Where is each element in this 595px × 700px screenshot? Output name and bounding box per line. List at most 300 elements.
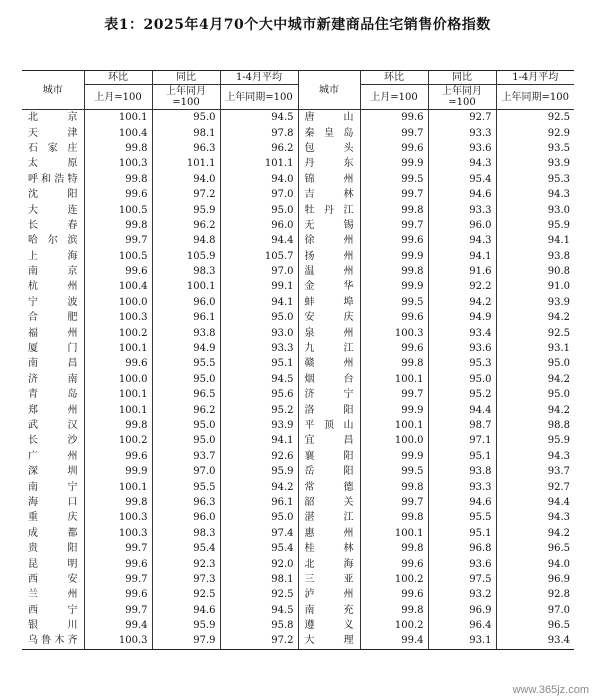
right-yoy-cell: 94.3 bbox=[428, 233, 496, 248]
left-mom-cell: 100.3 bbox=[84, 310, 152, 325]
left-ytd-cell: 101.1 bbox=[220, 156, 298, 171]
table-row bbox=[22, 372, 574, 387]
left-yoy-cell: 95.4 bbox=[152, 541, 220, 556]
right-ytd-cell: 93.0 bbox=[496, 202, 574, 217]
right-yoy-cell: 93.8 bbox=[428, 464, 496, 479]
left-mom-cell: 99.7 bbox=[84, 572, 152, 587]
left-ytd-cell: 95.6 bbox=[220, 387, 298, 402]
left-yoy-cell: 94.0 bbox=[152, 172, 220, 187]
right-ytd-cell: 94.2 bbox=[496, 526, 574, 541]
left-mom-cell: 100.0 bbox=[84, 372, 152, 387]
table-row bbox=[22, 156, 574, 171]
header-ytd-base-right: 上年同期=100 bbox=[496, 85, 574, 110]
left-yoy-cell: 94.9 bbox=[152, 341, 220, 356]
left-city-cell: 重庆 bbox=[28, 512, 78, 524]
right-yoy-cell: 94.4 bbox=[428, 402, 496, 417]
right-ytd-cell: 94.3 bbox=[496, 449, 574, 464]
left-yoy-cell: 95.5 bbox=[152, 356, 220, 371]
left-city-cell: 南京 bbox=[28, 266, 78, 278]
left-mom-cell: 99.8 bbox=[84, 141, 152, 156]
right-mom-cell: 100.1 bbox=[360, 418, 428, 433]
table-row bbox=[22, 603, 574, 618]
right-city-cell: 金华 bbox=[298, 279, 360, 294]
right-mom-cell: 100.2 bbox=[360, 572, 428, 587]
right-yoy-cell: 98.7 bbox=[428, 418, 496, 433]
right-yoy-cell: 93.6 bbox=[428, 341, 496, 356]
left-ytd-cell: 93.9 bbox=[220, 418, 298, 433]
left-city-cell: 西安 bbox=[28, 573, 78, 585]
left-yoy-cell: 98.3 bbox=[152, 526, 220, 541]
right-yoy-cell: 95.2 bbox=[428, 387, 496, 402]
right-ytd-cell: 94.2 bbox=[496, 310, 574, 325]
left-city-cell: 北京 bbox=[28, 112, 78, 124]
left-mom-cell: 100.1 bbox=[84, 387, 152, 402]
table-row bbox=[22, 618, 574, 633]
left-yoy-cell: 96.3 bbox=[152, 495, 220, 510]
right-yoy-cell: 95.1 bbox=[428, 526, 496, 541]
left-mom-cell: 99.6 bbox=[84, 556, 152, 571]
left-city-cell: 海口 bbox=[28, 496, 78, 508]
left-mom-cell: 100.3 bbox=[84, 526, 152, 541]
right-ytd-cell: 92.9 bbox=[496, 125, 574, 140]
right-mom-cell: 100.2 bbox=[360, 618, 428, 633]
right-ytd-cell: 93.9 bbox=[496, 295, 574, 310]
right-mom-cell: 99.9 bbox=[360, 156, 428, 171]
right-yoy-cell: 91.6 bbox=[428, 264, 496, 279]
right-mom-cell: 99.9 bbox=[360, 449, 428, 464]
left-yoy-cell: 92.3 bbox=[152, 556, 220, 571]
right-mom-cell: 99.8 bbox=[360, 202, 428, 217]
table-row bbox=[22, 402, 574, 417]
right-ytd-cell: 96.5 bbox=[496, 618, 574, 633]
left-mom-cell: 100.5 bbox=[84, 202, 152, 217]
header-ytd-base-left: 上年同期=100 bbox=[220, 85, 298, 110]
right-mom-cell: 99.6 bbox=[360, 587, 428, 602]
left-ytd-cell: 93.0 bbox=[220, 325, 298, 340]
right-mom-cell: 99.6 bbox=[360, 233, 428, 248]
left-mom-cell: 99.7 bbox=[84, 233, 152, 248]
left-city-cell: 杭州 bbox=[28, 281, 78, 293]
left-mom-cell: 100.2 bbox=[84, 433, 152, 448]
left-city-cell: 哈尔滨 bbox=[28, 235, 78, 247]
left-city-cell: 石家庄 bbox=[28, 142, 78, 154]
right-ytd-cell: 94.3 bbox=[496, 510, 574, 525]
table-row bbox=[22, 233, 574, 248]
right-yoy-cell: 93.2 bbox=[428, 587, 496, 602]
left-yoy-cell: 95.0 bbox=[152, 110, 220, 126]
left-city-cell: 大连 bbox=[28, 204, 78, 216]
right-mom-cell: 99.7 bbox=[360, 495, 428, 510]
header-mom-left: 环比 bbox=[84, 71, 152, 85]
left-yoy-cell: 96.2 bbox=[152, 402, 220, 417]
table-row bbox=[22, 279, 574, 294]
left-yoy-cell: 95.9 bbox=[152, 202, 220, 217]
left-yoy-cell: 95.0 bbox=[152, 372, 220, 387]
table-row bbox=[22, 264, 574, 279]
left-mom-cell: 100.3 bbox=[84, 156, 152, 171]
header-city-right: 城市 bbox=[298, 71, 360, 110]
right-yoy-cell: 94.6 bbox=[428, 495, 496, 510]
table-row bbox=[22, 356, 574, 371]
right-ytd-cell: 93.4 bbox=[496, 633, 574, 649]
right-city-cell: 吉林 bbox=[298, 187, 360, 202]
right-ytd-cell: 92.5 bbox=[496, 325, 574, 340]
left-mom-cell: 99.8 bbox=[84, 418, 152, 433]
left-mom-cell: 99.7 bbox=[84, 541, 152, 556]
header-mom-right: 环比 bbox=[360, 71, 428, 85]
left-ytd-cell: 97.0 bbox=[220, 264, 298, 279]
right-mom-cell: 99.6 bbox=[360, 310, 428, 325]
left-ytd-cell: 93.3 bbox=[220, 341, 298, 356]
right-mom-cell: 99.6 bbox=[360, 556, 428, 571]
left-city-cell: 广州 bbox=[28, 450, 78, 462]
left-ytd-cell: 94.0 bbox=[220, 172, 298, 187]
left-ytd-cell: 94.1 bbox=[220, 433, 298, 448]
left-ytd-cell: 99.1 bbox=[220, 279, 298, 294]
left-mom-cell: 99.8 bbox=[84, 218, 152, 233]
left-yoy-cell: 97.2 bbox=[152, 187, 220, 202]
left-mom-cell: 100.4 bbox=[84, 279, 152, 294]
right-yoy-cell: 96.0 bbox=[428, 218, 496, 233]
right-city-cell: 惠州 bbox=[298, 526, 360, 541]
left-mom-cell: 99.6 bbox=[84, 587, 152, 602]
left-yoy-cell: 95.0 bbox=[152, 433, 220, 448]
left-city-cell: 长春 bbox=[28, 219, 78, 231]
price-index-table bbox=[22, 70, 574, 650]
right-ytd-cell: 94.2 bbox=[496, 372, 574, 387]
right-city-cell: 韶关 bbox=[298, 495, 360, 510]
left-ytd-cell: 96.1 bbox=[220, 495, 298, 510]
table-row bbox=[22, 541, 574, 556]
right-mom-cell: 99.7 bbox=[360, 187, 428, 202]
left-yoy-cell: 105.9 bbox=[152, 249, 220, 264]
right-ytd-cell: 92.5 bbox=[496, 110, 574, 126]
right-yoy-cell: 93.6 bbox=[428, 141, 496, 156]
right-city-cell: 扬州 bbox=[298, 249, 360, 264]
left-ytd-cell: 92.0 bbox=[220, 556, 298, 571]
right-mom-cell: 99.9 bbox=[360, 279, 428, 294]
left-yoy-cell: 96.0 bbox=[152, 295, 220, 310]
right-mom-cell: 99.6 bbox=[360, 110, 428, 126]
table-row bbox=[22, 449, 574, 464]
left-yoy-cell: 93.8 bbox=[152, 325, 220, 340]
left-yoy-cell: 96.2 bbox=[152, 218, 220, 233]
left-mom-cell: 99.6 bbox=[84, 449, 152, 464]
right-city-cell: 烟台 bbox=[298, 372, 360, 387]
right-ytd-cell: 94.4 bbox=[496, 495, 574, 510]
right-city-cell: 南充 bbox=[298, 603, 360, 618]
header-yoy-base-left: 上年同月=100 bbox=[152, 85, 220, 110]
right-city-cell: 襄阳 bbox=[298, 449, 360, 464]
right-mom-cell: 100.1 bbox=[360, 372, 428, 387]
left-mom-cell: 99.6 bbox=[84, 356, 152, 371]
left-city-cell: 天津 bbox=[28, 127, 78, 139]
table-row bbox=[22, 387, 574, 402]
right-ytd-cell: 91.0 bbox=[496, 279, 574, 294]
table-row bbox=[22, 556, 574, 571]
right-mom-cell: 100.3 bbox=[360, 325, 428, 340]
left-ytd-cell: 92.5 bbox=[220, 587, 298, 602]
left-ytd-cell: 95.2 bbox=[220, 402, 298, 417]
right-city-cell: 宜昌 bbox=[298, 433, 360, 448]
left-mom-cell: 100.5 bbox=[84, 249, 152, 264]
left-mom-cell: 100.1 bbox=[84, 341, 152, 356]
header-mom-base-right: 上月=100 bbox=[360, 85, 428, 110]
right-yoy-cell: 92.2 bbox=[428, 279, 496, 294]
left-ytd-cell: 95.0 bbox=[220, 510, 298, 525]
right-yoy-cell: 96.9 bbox=[428, 603, 496, 618]
right-mom-cell: 99.7 bbox=[360, 387, 428, 402]
right-mom-cell: 100.1 bbox=[360, 526, 428, 541]
right-city-cell: 九江 bbox=[298, 341, 360, 356]
left-yoy-cell: 97.3 bbox=[152, 572, 220, 587]
right-city-cell: 泸州 bbox=[298, 587, 360, 602]
left-mom-cell: 99.7 bbox=[84, 603, 152, 618]
left-city-cell: 厦门 bbox=[28, 343, 78, 355]
right-yoy-cell: 93.1 bbox=[428, 633, 496, 649]
right-city-cell: 湛江 bbox=[298, 510, 360, 525]
right-mom-cell: 99.8 bbox=[360, 510, 428, 525]
header-yoy-left: 同比 bbox=[152, 71, 220, 85]
right-mom-cell: 99.6 bbox=[360, 341, 428, 356]
left-city-cell: 沈阳 bbox=[28, 189, 78, 201]
table-row bbox=[22, 572, 574, 587]
right-yoy-cell: 93.3 bbox=[428, 479, 496, 494]
right-yoy-cell: 96.4 bbox=[428, 618, 496, 633]
left-city-cell: 西宁 bbox=[28, 604, 78, 616]
right-ytd-cell: 98.8 bbox=[496, 418, 574, 433]
header-city-left: 城市 bbox=[22, 71, 84, 110]
left-yoy-cell: 95.5 bbox=[152, 479, 220, 494]
left-city-cell: 昆明 bbox=[28, 558, 78, 570]
left-yoy-cell: 101.1 bbox=[152, 156, 220, 171]
right-city-cell: 岳阳 bbox=[298, 464, 360, 479]
table-row bbox=[22, 479, 574, 494]
left-city-cell: 银川 bbox=[28, 620, 78, 632]
right-mom-cell: 99.5 bbox=[360, 464, 428, 479]
right-mom-cell: 99.7 bbox=[360, 125, 428, 140]
left-ytd-cell: 94.1 bbox=[220, 295, 298, 310]
left-city-cell: 长沙 bbox=[28, 435, 78, 447]
left-city-cell: 上海 bbox=[28, 250, 78, 262]
right-city-cell: 遵义 bbox=[298, 618, 360, 633]
right-city-cell: 济宁 bbox=[298, 387, 360, 402]
left-yoy-cell: 92.5 bbox=[152, 587, 220, 602]
left-yoy-cell: 100.1 bbox=[152, 279, 220, 294]
right-city-cell: 三亚 bbox=[298, 572, 360, 587]
right-ytd-cell: 95.9 bbox=[496, 433, 574, 448]
left-ytd-cell: 92.6 bbox=[220, 449, 298, 464]
left-yoy-cell: 95.9 bbox=[152, 618, 220, 633]
right-yoy-cell: 93.6 bbox=[428, 556, 496, 571]
table-row bbox=[22, 187, 574, 202]
table-row bbox=[22, 125, 574, 140]
left-ytd-cell: 94.5 bbox=[220, 372, 298, 387]
right-mom-cell: 99.5 bbox=[360, 295, 428, 310]
watermark: www.365jz.com bbox=[512, 684, 589, 696]
left-ytd-cell: 95.4 bbox=[220, 541, 298, 556]
right-mom-cell: 99.8 bbox=[360, 356, 428, 371]
right-mom-cell: 99.6 bbox=[360, 141, 428, 156]
left-yoy-cell: 98.3 bbox=[152, 264, 220, 279]
table-row bbox=[22, 310, 574, 325]
right-mom-cell: 99.8 bbox=[360, 603, 428, 618]
table-row bbox=[22, 587, 574, 602]
left-yoy-cell: 98.1 bbox=[152, 125, 220, 140]
left-yoy-cell: 96.1 bbox=[152, 310, 220, 325]
table-row bbox=[22, 526, 574, 541]
right-city-cell: 泉州 bbox=[298, 325, 360, 340]
left-ytd-cell: 97.0 bbox=[220, 187, 298, 202]
left-city-cell: 贵阳 bbox=[28, 543, 78, 555]
left-mom-cell: 99.8 bbox=[84, 495, 152, 510]
table-row bbox=[22, 495, 574, 510]
left-ytd-cell: 97.4 bbox=[220, 526, 298, 541]
page-title: 表1：2025年4月70个大中城市新建商品住宅销售价格指数 bbox=[104, 17, 491, 33]
left-mom-cell: 100.2 bbox=[84, 325, 152, 340]
left-mom-cell: 99.4 bbox=[84, 618, 152, 633]
right-ytd-cell: 90.8 bbox=[496, 264, 574, 279]
right-city-cell: 蚌埠 bbox=[298, 295, 360, 310]
right-yoy-cell: 95.4 bbox=[428, 172, 496, 187]
left-ytd-cell: 96.0 bbox=[220, 218, 298, 233]
left-city-cell: 南宁 bbox=[28, 481, 78, 493]
right-yoy-cell: 92.7 bbox=[428, 110, 496, 126]
right-ytd-cell: 97.0 bbox=[496, 603, 574, 618]
right-ytd-cell: 93.1 bbox=[496, 341, 574, 356]
left-ytd-cell: 94.2 bbox=[220, 479, 298, 494]
left-mom-cell: 100.1 bbox=[84, 110, 152, 126]
left-ytd-cell: 95.9 bbox=[220, 464, 298, 479]
right-city-cell: 锦州 bbox=[298, 172, 360, 187]
left-yoy-cell: 93.7 bbox=[152, 449, 220, 464]
table-row bbox=[22, 464, 574, 479]
header-yoy-base-right: 上年同月=100 bbox=[428, 85, 496, 110]
right-ytd-cell: 95.0 bbox=[496, 387, 574, 402]
right-ytd-cell: 94.1 bbox=[496, 233, 574, 248]
left-yoy-cell: 96.3 bbox=[152, 141, 220, 156]
right-ytd-cell: 92.8 bbox=[496, 587, 574, 602]
left-city-cell: 郑州 bbox=[28, 404, 78, 416]
table-row bbox=[22, 418, 574, 433]
right-mom-cell: 99.7 bbox=[360, 218, 428, 233]
right-city-cell: 无锡 bbox=[298, 218, 360, 233]
left-mom-cell: 99.6 bbox=[84, 264, 152, 279]
right-mom-cell: 99.9 bbox=[360, 249, 428, 264]
table-row bbox=[22, 295, 574, 310]
left-city-cell: 合肥 bbox=[28, 312, 78, 324]
header-mom-base-left: 上月=100 bbox=[84, 85, 152, 110]
left-mom-cell: 100.4 bbox=[84, 125, 152, 140]
right-mom-cell: 99.8 bbox=[360, 541, 428, 556]
left-mom-cell: 99.8 bbox=[84, 172, 152, 187]
left-city-cell: 乌鲁木齐 bbox=[22, 633, 84, 649]
left-ytd-cell: 94.5 bbox=[220, 110, 298, 126]
left-city-cell: 济南 bbox=[28, 373, 78, 385]
right-city-cell: 平顶山 bbox=[298, 418, 360, 433]
left-ytd-cell: 95.0 bbox=[220, 310, 298, 325]
left-mom-cell: 100.1 bbox=[84, 402, 152, 417]
right-ytd-cell: 93.7 bbox=[496, 464, 574, 479]
right-mom-cell: 99.5 bbox=[360, 172, 428, 187]
table-row bbox=[22, 249, 574, 264]
table-body bbox=[22, 110, 574, 650]
right-city-cell: 徐州 bbox=[298, 233, 360, 248]
left-city-cell: 成都 bbox=[28, 527, 78, 539]
right-city-cell: 桂林 bbox=[298, 541, 360, 556]
left-yoy-cell: 97.0 bbox=[152, 464, 220, 479]
table-row bbox=[22, 218, 574, 233]
header-ytd-right: 1-4月平均 bbox=[496, 71, 574, 85]
right-yoy-cell: 97.1 bbox=[428, 433, 496, 448]
left-city-cell: 呼和浩特 bbox=[28, 173, 78, 185]
left-city-cell: 兰州 bbox=[28, 589, 78, 601]
table-row bbox=[22, 141, 574, 156]
right-ytd-cell: 94.0 bbox=[496, 556, 574, 571]
table-row bbox=[22, 110, 574, 126]
right-city-cell: 包头 bbox=[298, 141, 360, 156]
left-city-cell: 福州 bbox=[28, 327, 78, 339]
table-row bbox=[22, 633, 574, 649]
left-city-cell: 深圳 bbox=[28, 466, 78, 478]
right-city-cell: 洛阳 bbox=[298, 402, 360, 417]
right-yoy-cell: 96.8 bbox=[428, 541, 496, 556]
table-header bbox=[22, 71, 574, 110]
table-row bbox=[22, 325, 574, 340]
left-city-cell: 武汉 bbox=[28, 420, 78, 431]
left-ytd-cell: 94.4 bbox=[220, 233, 298, 248]
left-ytd-cell: 97.2 bbox=[220, 633, 298, 649]
table-row bbox=[22, 341, 574, 356]
left-ytd-cell: 94.5 bbox=[220, 603, 298, 618]
right-ytd-cell: 95.9 bbox=[496, 218, 574, 233]
left-ytd-cell: 98.1 bbox=[220, 572, 298, 587]
left-ytd-cell: 96.2 bbox=[220, 141, 298, 156]
right-ytd-cell: 92.7 bbox=[496, 479, 574, 494]
left-mom-cell: 100.3 bbox=[84, 510, 152, 525]
right-mom-cell: 99.4 bbox=[360, 633, 428, 649]
left-ytd-cell: 95.1 bbox=[220, 356, 298, 371]
right-mom-cell: 99.8 bbox=[360, 479, 428, 494]
left-city-cell: 太原 bbox=[28, 158, 78, 170]
right-city-cell: 常德 bbox=[298, 479, 360, 494]
right-yoy-cell: 93.4 bbox=[428, 325, 496, 340]
table-row bbox=[22, 172, 574, 187]
left-yoy-cell: 97.9 bbox=[152, 633, 220, 649]
left-ytd-cell: 95.0 bbox=[220, 202, 298, 217]
right-yoy-cell: 93.3 bbox=[428, 202, 496, 217]
right-yoy-cell: 94.3 bbox=[428, 156, 496, 171]
right-ytd-cell: 95.0 bbox=[496, 356, 574, 371]
right-city-cell: 唐山 bbox=[298, 110, 360, 126]
left-ytd-cell: 105.7 bbox=[220, 249, 298, 264]
left-yoy-cell: 95.0 bbox=[152, 418, 220, 433]
right-ytd-cell: 93.5 bbox=[496, 141, 574, 156]
right-ytd-cell: 93.8 bbox=[496, 249, 574, 264]
left-yoy-cell: 96.0 bbox=[152, 510, 220, 525]
right-yoy-cell: 95.0 bbox=[428, 372, 496, 387]
right-ytd-cell: 96.5 bbox=[496, 541, 574, 556]
left-mom-cell: 100.3 bbox=[84, 633, 152, 649]
left-mom-cell: 100.0 bbox=[84, 295, 152, 310]
left-city-cell: 宁波 bbox=[28, 296, 78, 308]
header-ytd-left: 1-4月平均 bbox=[220, 71, 298, 85]
right-mom-cell: 100.0 bbox=[360, 433, 428, 448]
left-city-cell: 青岛 bbox=[28, 389, 78, 401]
left-ytd-cell: 95.8 bbox=[220, 618, 298, 633]
left-mom-cell: 100.1 bbox=[84, 479, 152, 494]
table-row bbox=[22, 433, 574, 448]
